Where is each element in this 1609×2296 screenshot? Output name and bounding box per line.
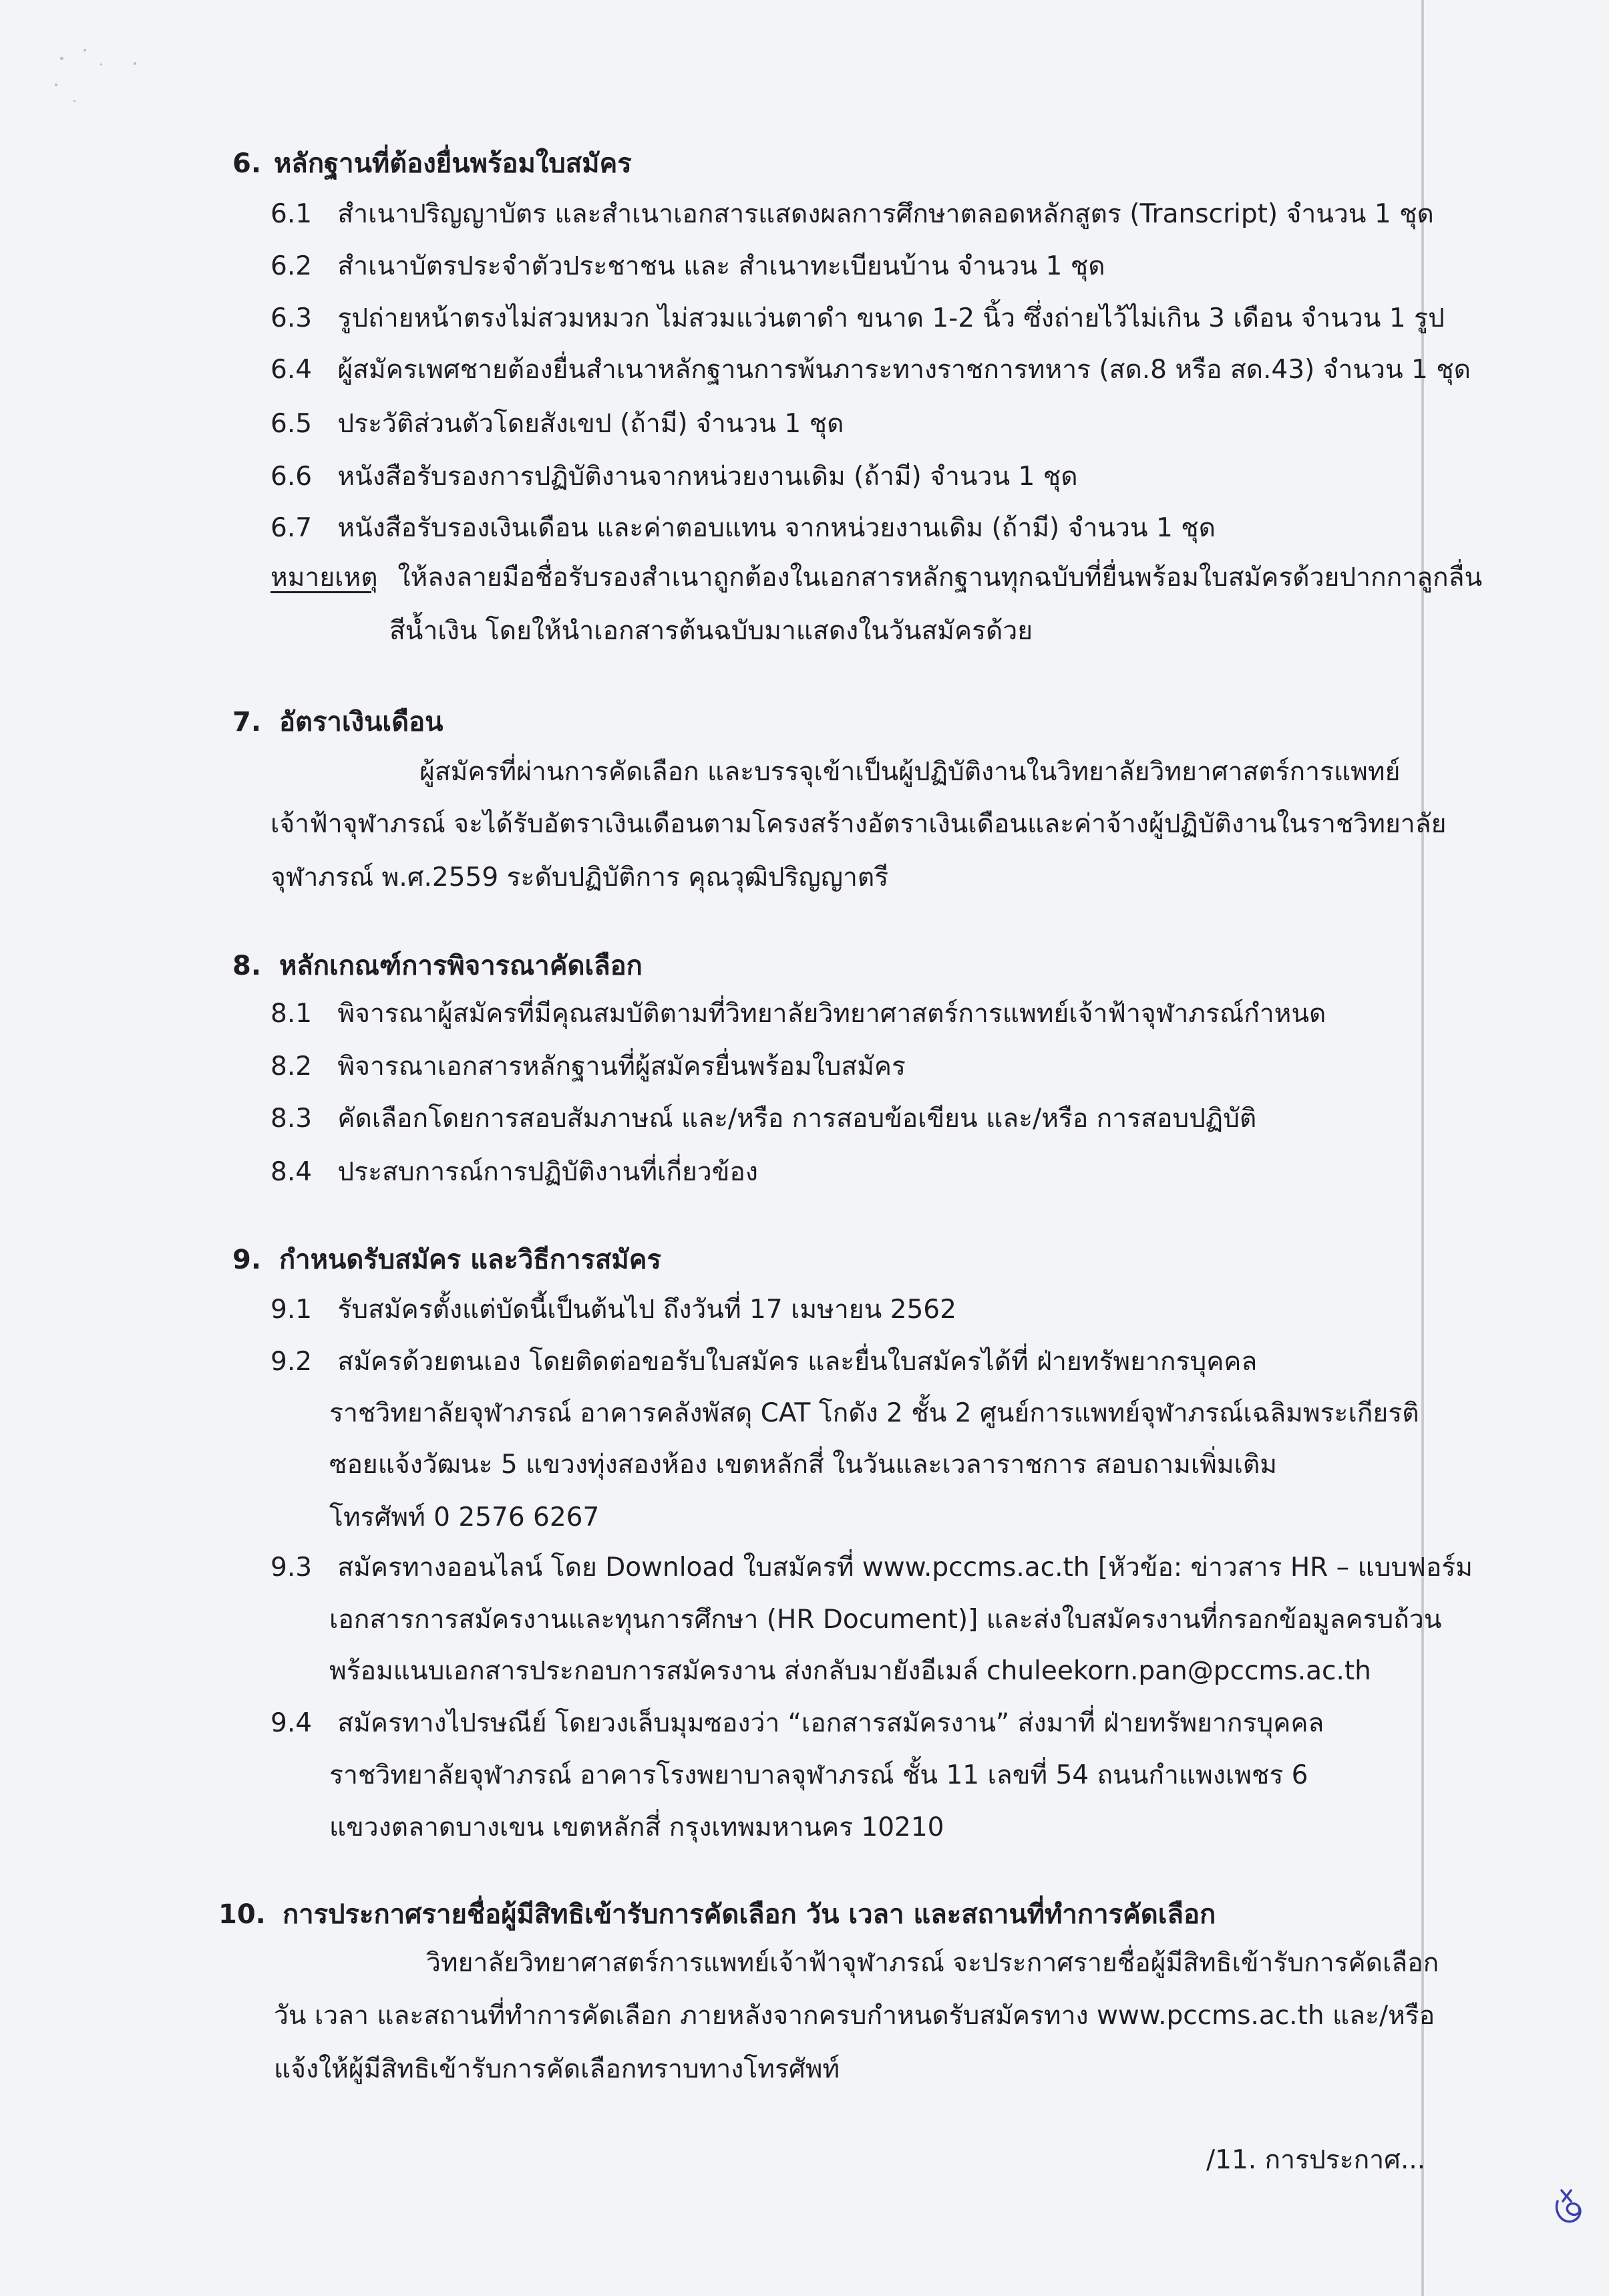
section-number: 10. [218, 1899, 266, 1930]
note-text: ให้ลงลายมือชื่อรับรองสำเนาถูกต้องในเอกสารหลักฐานทุกฉบับที่ยื่นพร้อมใบสมัครด้วยปากกาลูกลื่น [397, 562, 1483, 593]
item-text-continued: โทรศัพท์ 0 2576 6267 [329, 1502, 600, 1532]
note-line [271, 559, 1482, 597]
item-text: สมัครด้วยตนเอง โดยติดต่อขอรับใบสมัคร และยื่นใบสมัครได้ที่ ฝ่ายทรัพยากรบุคคล [337, 1347, 1258, 1377]
section-number: 8. [232, 951, 262, 981]
item-text: ประวัติส่วนตัวโดยสังเขป (ถ้ามี) จำนวน 1 ชุด [337, 409, 844, 439]
list-item [271, 1705, 1324, 1742]
item-number: 6.2 [271, 251, 313, 281]
item-text: ผู้สมัครเพศชายต้องยื่นสำเนาหลักฐานการพ้นภาระทางราชการทหาร (สด.8 หรือ สด.43) จำนวน 1 ชุด [337, 355, 1471, 385]
note-line-continued: สีน้ำเงิน โดยให้นำเอกสารต้นฉบับมาแสดงในวันสมัครด้วย [389, 616, 1033, 646]
list-item [271, 351, 1471, 389]
list-item [271, 1100, 1256, 1138]
section-10-heading [218, 1896, 1216, 1933]
section-title: หลักเกณฑ์การพิจารณาคัดเลือก [279, 951, 643, 981]
section-title: อัตราเงินเดือน [279, 707, 443, 737]
item-text-continued: พร้อมแนบเอกสารประกอบการสมัครงาน ส่งกลับมายังอีเมล์ chuleekorn.pan@pccms.ac.th [329, 1656, 1371, 1686]
section-6-heading [232, 145, 632, 182]
item-number: 8.1 [271, 999, 313, 1029]
section-7-heading [232, 703, 443, 741]
list-item [271, 1154, 758, 1191]
paragraph-line: จุฬาภรณ์ พ.ศ.2559 ระดับปฏิบัติการ คุณวุฒิปริญญาตรี [271, 862, 889, 892]
item-number: 9.4 [271, 1708, 313, 1738]
paragraph-line: ผู้สมัครที่ผ่านการคัดเลือก และบรรจุเข้าเป็นผู้ปฏิบัติงานในวิทยาลัยวิทยาศาสตร์การแพทย์ [419, 757, 1401, 787]
paragraph-line: วิทยาลัยวิทยาศาสตร์การแพทย์เจ้าฟ้าจุฬาภรณ์ จะประกาศรายชื่อผู้มีสิทธิเข้ารับการคัดเลือก [426, 1948, 1439, 1978]
item-text: สำเนาบัตรประจำตัวประชาชน และ สำเนาทะเบียนบ้าน จำนวน 1 ชุด [337, 251, 1105, 281]
list-item [271, 458, 1078, 496]
item-number: 8.2 [271, 1051, 313, 1082]
item-text: รับสมัครตั้งแต่บัดนี้เป็นต้นไป ถึงวันที่ 17 เมษายน 2562 [337, 1295, 956, 1325]
list-item [271, 510, 1216, 547]
item-number: 6.7 [271, 513, 313, 543]
item-text-continued: ราชวิทยาลัยจุฬาภรณ์ อาคารคลังพัสดุ CAT โกดัง 2 ชั้น 2 ศูนย์การแพทย์จุฬาภรณ์เฉลิมพระเกียรติ [329, 1398, 1419, 1428]
item-number: 6.5 [271, 409, 313, 439]
paragraph-line: แจ้งให้ผู้มีสิทธิเข้ารับการคัดเลือกทราบทางโทรศัพท์ [274, 2054, 840, 2084]
item-text: พิจารณาผู้สมัครที่มีคุณสมบัติตามที่วิทยาลัยวิทยาศาสตร์การแพทย์เจ้าฟ้าจุฬาภรณ์กำหนด [337, 999, 1326, 1029]
item-number: 6.1 [271, 199, 313, 229]
item-number: 9.1 [271, 1295, 313, 1325]
list-item [271, 1549, 1473, 1587]
note-label: หมายเหตุ [271, 562, 378, 593]
item-text-continued: เอกสารการสมัครงานและทุนการศึกษา (HR Document)] และส่งใบสมัครงานที่กรอกข้อมูลครบถ้วน [329, 1605, 1442, 1635]
item-text: ประสบการณ์การปฏิบัติงานที่เกี่ยวข้อง [337, 1157, 758, 1187]
section-number: 7. [232, 707, 262, 737]
item-number: 9.3 [271, 1552, 313, 1583]
item-number: 6.6 [271, 462, 313, 492]
item-text: พิจารณาเอกสารหลักฐานที่ผู้สมัครยื่นพร้อมใบสมัคร [337, 1051, 906, 1082]
item-number: 9.2 [271, 1347, 313, 1377]
item-text: สมัครทางออนไลน์ โดย Download ใบสมัครที่ www.pccms.ac.th [หัวข้อ: ข่าวสาร HR – แบบฟอร์ม [337, 1552, 1473, 1583]
item-text: หนังสือรับรองการปฏิบัติงานจากหน่วยงานเดิม (ถ้ามี) จำนวน 1 ชุด [337, 462, 1078, 492]
scan-specks [47, 37, 180, 117]
continuation-note: /11. การประกาศ... [1206, 2145, 1426, 2175]
item-text-continued: แขวงตลาดบางเขน เขตหลักสี่ กรุงเทพมหานคร 10210 [329, 1812, 944, 1842]
item-text-continued: ราชวิทยาลัยจุฬาภรณ์ อาคารโรงพยาบาลจุฬาภรณ์ ชั้น 11 เลขที่ 54 ถนนกำแพงเพชร 6 [329, 1760, 1308, 1790]
list-item [271, 405, 844, 443]
paragraph-line: วัน เวลา และสถานที่ทำการคัดเลือก ภายหลังจากครบกำหนดรับสมัครทาง www.pccms.ac.th และ/หรือ [274, 2001, 1435, 2031]
section-number: 9. [232, 1245, 262, 1275]
list-item [271, 196, 1434, 233]
item-text: หนังสือรับรองเงินเดือน และค่าตอบแทน จากหน่วยงานเดิม (ถ้ามี) จำนวน 1 ชุด [337, 513, 1216, 543]
item-number: 8.4 [271, 1157, 313, 1187]
handwritten-initial-mark [1548, 2181, 1588, 2228]
item-text: รูปถ่ายหน้าตรงไม่สวมหมวก ไม่สวมแว่นตาดำ ขนาด 1-2 นิ้ว ซึ่งถ่ายไว้ไม่เกิน 3 เดือน จำนวน 1 รูป [337, 303, 1445, 333]
list-item [271, 1343, 1257, 1381]
item-number: 8.3 [271, 1104, 313, 1134]
list-item [271, 1048, 906, 1086]
section-number: 6. [232, 148, 262, 179]
list-item [271, 1291, 956, 1329]
section-8-heading [232, 947, 643, 985]
list-item [271, 248, 1105, 285]
item-number: 6.4 [271, 355, 313, 385]
item-text: สำเนาปริญญาบัตร และสำเนาเอกสารแสดงผลการศึกษาตลอดหลักสูตร (Transcript) จำนวน 1 ชุด [337, 199, 1434, 229]
item-number: 6.3 [271, 303, 313, 333]
section-title: การประกาศรายชื่อผู้มีสิทธิเข้ารับการคัดเลือก วัน เวลา และสถานที่ทำการคัดเลือก [282, 1899, 1216, 1930]
list-item [271, 995, 1326, 1033]
paragraph-line: เจ้าฟ้าจุฬาภรณ์ จะได้รับอัตราเงินเดือนตามโครงสร้างอัตราเงินเดือนและค่าจ้างผู้ปฏิบัติงานในราชวิทยาลัย [271, 809, 1447, 839]
item-text-continued: ซอยแจ้งวัฒนะ 5 แขวงทุ่งสองห้อง เขตหลักสี่ ในวันและเวลาราชการ สอบถามเพิ่มเติม [329, 1450, 1277, 1480]
section-9-heading [232, 1241, 661, 1279]
section-title: กำหนดรับสมัคร และวิธีการสมัคร [279, 1245, 661, 1275]
item-text: คัดเลือกโดยการสอบสัมภาษณ์ และ/หรือ การสอบข้อเขียน และ/หรือ การสอบปฏิบัติ [337, 1104, 1257, 1134]
section-title: หลักฐานที่ต้องยื่นพร้อมใบสมัคร [273, 148, 632, 179]
list-item [271, 300, 1445, 337]
item-text: สมัครทางไปรษณีย์ โดยวงเล็บมุมซองว่า “เอกสารสมัครงาน” ส่งมาที่ ฝ่ายทรัพยากรบุคคล [337, 1708, 1324, 1738]
